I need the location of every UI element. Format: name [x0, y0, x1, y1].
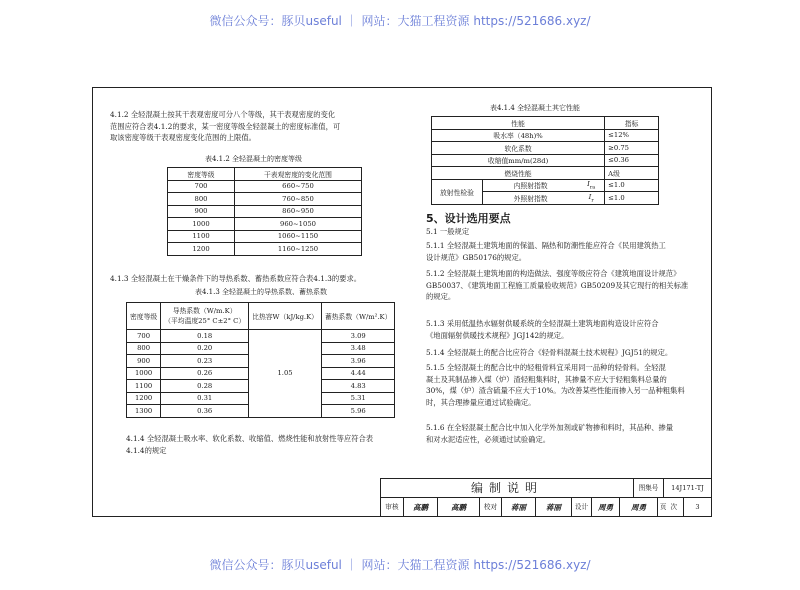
- table-row: 燃烧性能 A级: [432, 167, 659, 180]
- table-row: 1200 0.31 5.31: [127, 392, 395, 405]
- watermark-bottom: 微信公众号：豚贝useful ｜ 网站：大猫工程资源 https://521686.xyz/: [209, 558, 591, 572]
- check-signature: 蒋丽: [535, 498, 571, 517]
- design-label: 设计: [571, 498, 591, 517]
- table-row: 1000 960~1050: [168, 218, 362, 231]
- header-heat-storage: 蓄热系数（W/m².K）: [321, 303, 394, 330]
- table-4-1-3-caption: 表4.1.3 全轻混凝土的导热系数、蓄热系数: [195, 288, 328, 296]
- specific-heat-value: 1.05: [249, 330, 322, 418]
- clause-5-1-4: 5.1.4 全轻混凝土的配合比应符合《轻骨料混凝土技术规程》JGJ51的规定。: [426, 348, 673, 357]
- table-row: 1200 1160~1250: [168, 243, 362, 256]
- table-row: 1100 1060~1150: [168, 230, 362, 243]
- table-4-1-2-caption: 表4.1.2 全轻混凝土的密度等级: [205, 155, 303, 163]
- clause-5-1-1: 5.1.1 全轻混凝土建筑地面的保温、隔热和防潮性能应符合《民用建筑热工 设计规范》GB50176的规定。: [426, 241, 666, 262]
- table-row: 软化系数 ≥0.75: [432, 142, 659, 155]
- clause-5-1-2: 5.1.2 全轻混凝土建筑地面的构造做法、强度等级应符合《建筑地面设计规范》 GB50037、《建筑地面工程施工质量验收规范》GB50209及其它现行的相关标准 的规定。: [426, 269, 689, 301]
- design-name: 周勇: [591, 498, 619, 517]
- header-density-grade: 密度等级: [168, 168, 235, 181]
- clause-4-1-3: 4.1.3 全轻混凝土在干燥条件下的导热系数、蓄热系数应符合表4.1.3的要求。: [110, 274, 362, 283]
- table-row: 1300 0.36 5.96: [127, 405, 395, 418]
- table-row: 800 760~850: [168, 193, 362, 206]
- table-row: 900 0.23 3.96: [127, 355, 395, 368]
- table-row: 收缩值mm/m(28d) ≤0.36: [432, 154, 659, 167]
- table-header-row: [432, 117, 659, 130]
- review-label: 审核: [385, 503, 399, 511]
- atlas-label: 图集号: [633, 479, 663, 498]
- page-label: 页次: [657, 498, 683, 517]
- review-name: 高鹏: [403, 498, 437, 517]
- table-row: 700 0.18 1.05 3.09: [127, 330, 395, 343]
- title-block: [380, 478, 712, 517]
- table-row: 1000 0.26 4.44: [127, 367, 395, 380]
- page-number: 3: [683, 498, 711, 517]
- table-row: 800 0.20 3.48: [127, 342, 395, 355]
- check-label: 校对: [479, 498, 501, 517]
- section-title: 5、设计选用要点: [426, 212, 511, 225]
- clause-5-1-3: 5.1.3 采用低温热水辐射供暖系统的全轻混凝土建筑地面构造设计应符合 《地面辐射供暖技术规程》JGJ142的规定。: [426, 319, 659, 340]
- header-thermal-conductivity: 导热系数（W/m.K） （平均温度25° C±2° C）: [161, 303, 249, 330]
- clause-4-1-4: 4.1.4 全轻混凝土吸水率、软化系数、收缩值、燃烧性能和放射性等应符合表 4.1.4的规定: [126, 434, 374, 455]
- title-block-header: [381, 479, 711, 498]
- table-4-1-2: [167, 167, 362, 256]
- table-4-1-4-caption: 表4.1.4 全轻混凝土其它性能: [490, 104, 581, 112]
- clause-5-1-6: 5.1.6 在全轻混凝土配合比中加入化学外加剂或矿物掺和料时，其品种、掺量 和对水泥适应性，必须通过试验确定。: [426, 423, 674, 444]
- clause-5-1: 5.1 一般规定: [426, 227, 470, 236]
- table-header-row: [168, 168, 362, 181]
- table-row: 外照射指数 $I_r$ ≤1.0: [432, 192, 659, 205]
- title-block-signatures: [381, 498, 711, 517]
- table-row: 700 660~750: [168, 180, 362, 193]
- check-name: 蒋丽: [501, 498, 535, 517]
- design-signature: 周勇: [619, 498, 657, 517]
- header-index: 指标: [605, 117, 659, 130]
- table-row: 吸水率（48h)% ≤12%: [432, 129, 659, 142]
- header-density-grade: 密度等级: [127, 303, 161, 330]
- table-row: 900 860~950: [168, 205, 362, 218]
- table-header-row: [127, 303, 395, 330]
- table-row: 1100 0.28 4.83: [127, 380, 395, 393]
- header-property: 性能: [432, 117, 605, 130]
- clause-4-1-2: 4.1.2 全轻混凝土按其干表观密度可分八个等级，其干表观密度的变化 范围应符合表4.1.2的要求，某一密度等级全轻混凝土的密度标准值，可 取该密度等级干表观密度变化范围的上限值。: [110, 110, 341, 142]
- atlas-number: 14J171-TJ: [663, 479, 711, 498]
- radiation-label: 放射性检验: [432, 179, 483, 204]
- header-specific-heat: 比热容W（kJ/kg.K）: [249, 303, 322, 330]
- table-row: 放射性检验 内照射指数 $I_{ra}$ ≤1.0: [432, 179, 659, 192]
- review-signature: 高鹏: [437, 498, 479, 517]
- watermark-top: 微信公众号：豚贝useful ｜ 网站：大猫工程资源 https://521686.xyz/: [209, 14, 591, 28]
- clause-5-1-5: 5.1.5 全轻混凝土的配合比中的轻粗骨料宜采用同一品种的轻骨料。全轻混 凝土及其制品掺入煤（炉）渣轻粗集料时，其掺量不应大于轻粗集料总量的 30%，煤（炉）渣含硫量不应大于10%。为改善某些性能而掺入另一品种粗集料 时，其合理掺量应通过试验确定。: [426, 363, 685, 407]
- table-4-1-3: [126, 302, 395, 418]
- table-4-1-4: [431, 116, 659, 205]
- drawing-title: 编制说明: [470, 481, 543, 495]
- header-density-range: 干表观密度的变化范围: [235, 168, 362, 181]
